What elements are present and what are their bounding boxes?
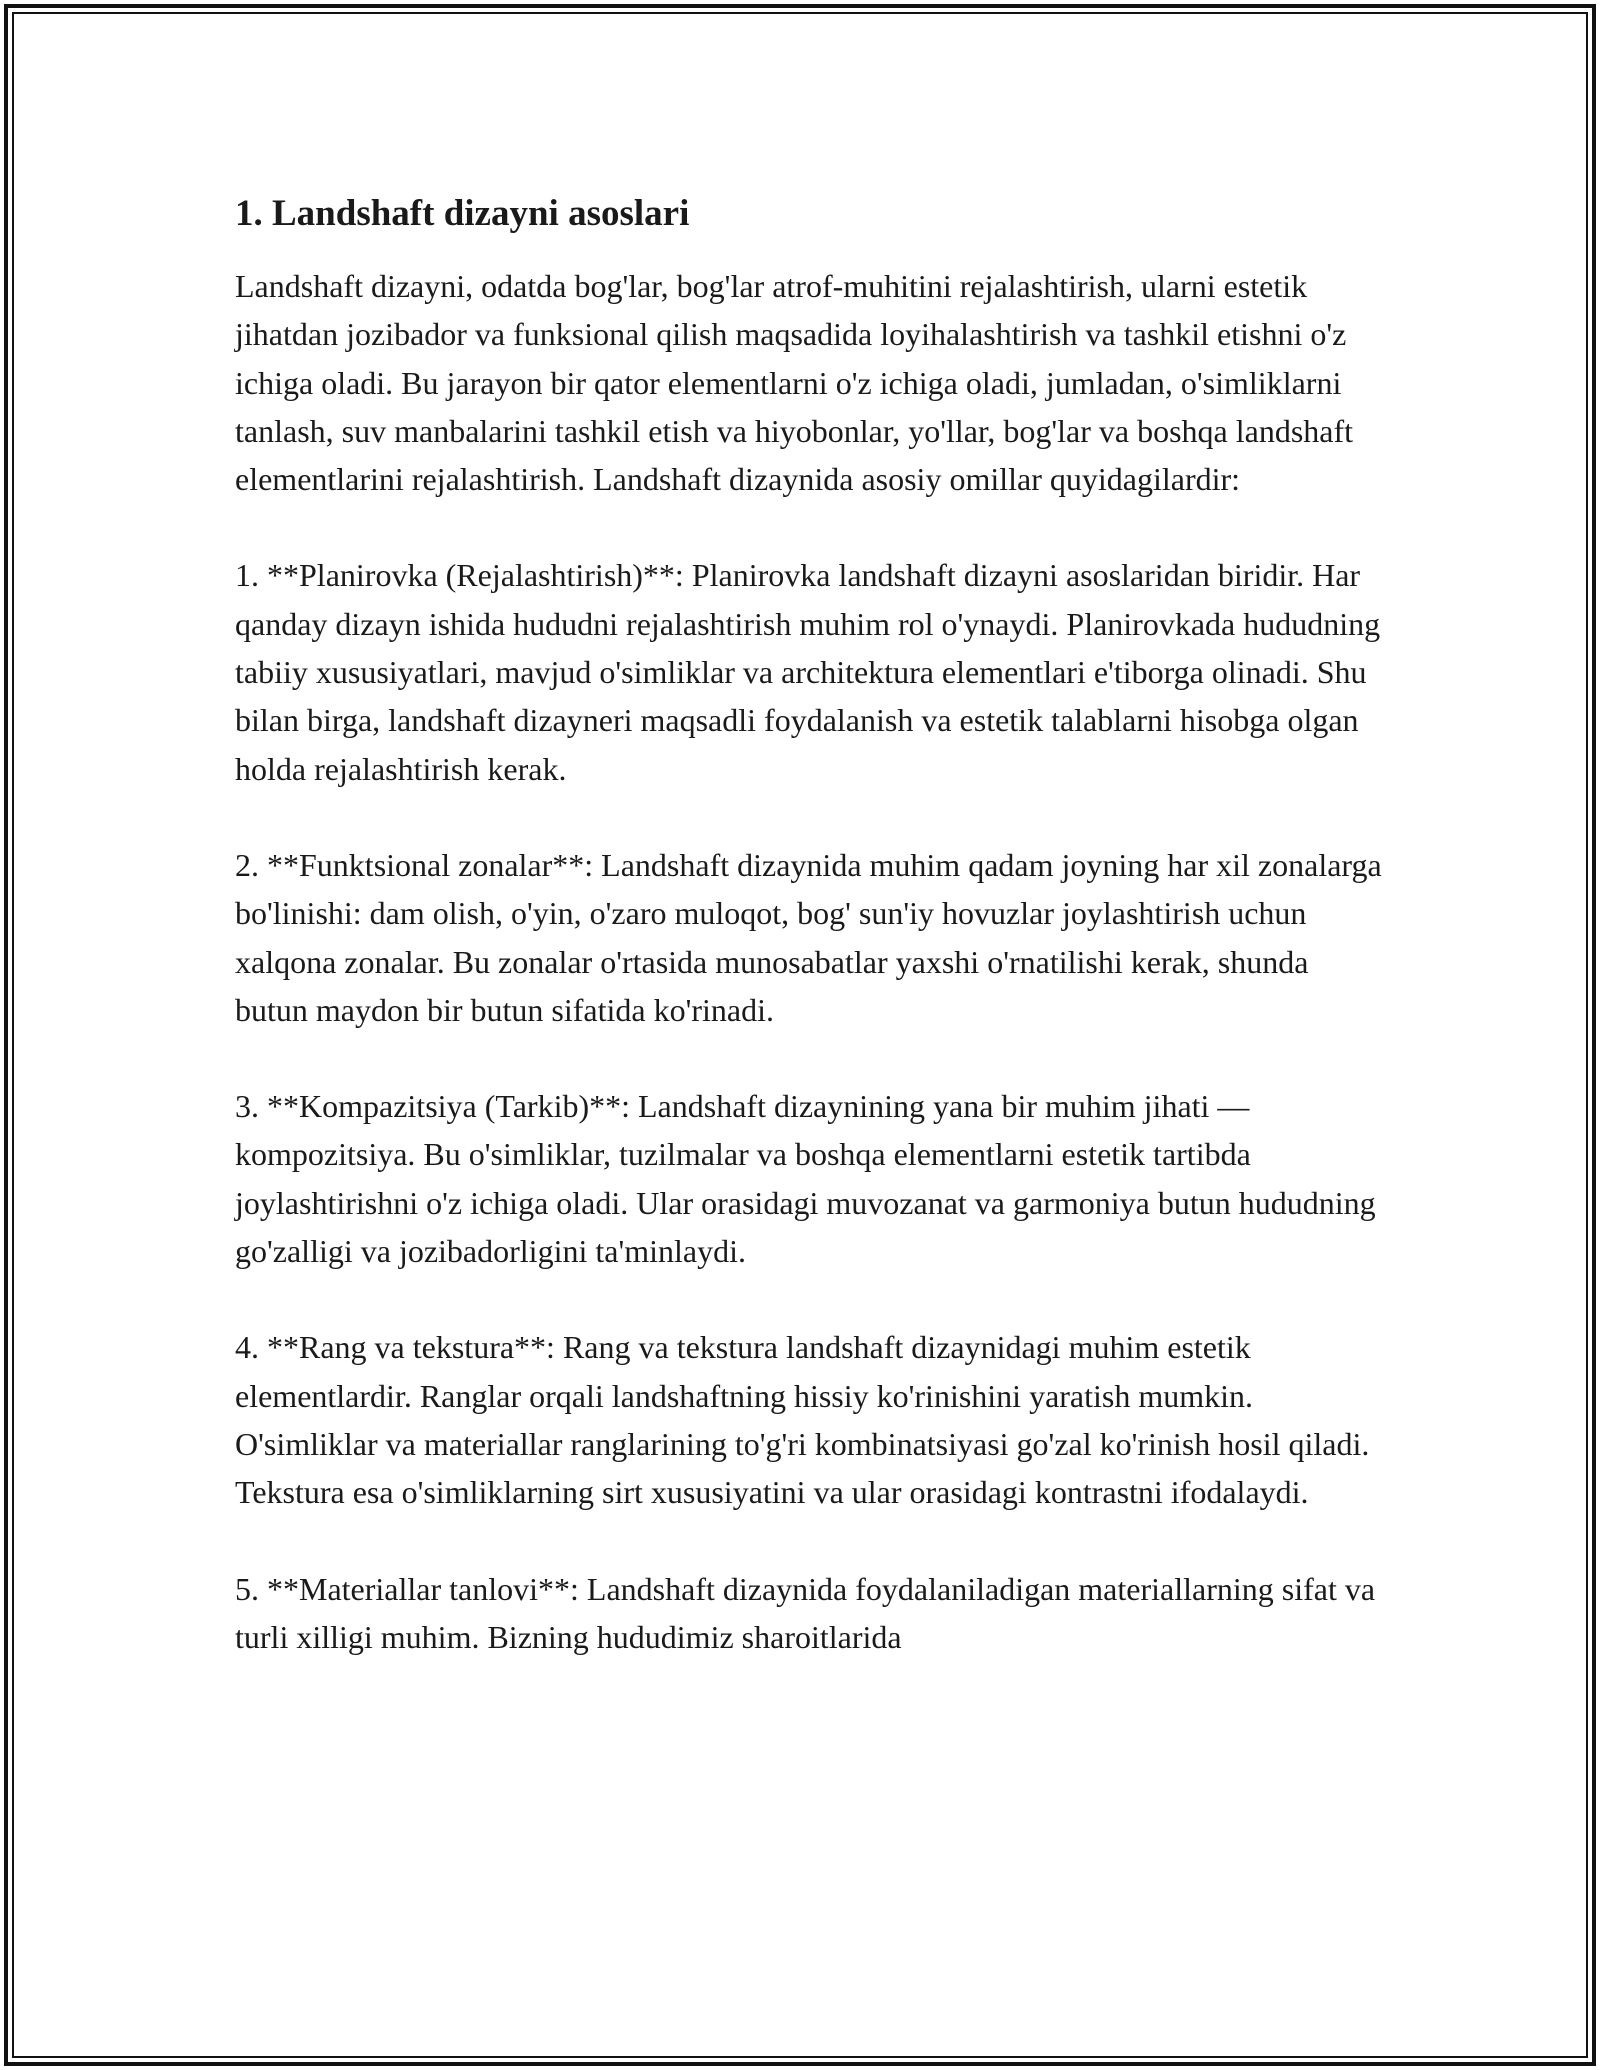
item-rang-va-tekstura: 4. **Rang va tekstura**: Rang va tekstura landshaft dizaynidagi muhim estetik elementlardir. Ranglar orqali landshaftning hissiy ko'rinishini yaratish mumkin. O'simliklar va materiallar ranglarining to'g'ri kombinatsiyasi go'zal ko'rinish hosil qiladi. Tekstura esa o'simliklarning sirt xususiyatini va ular orasidagi kontrastni ifodalaydi. <box>235 1329 1370 1511</box>
document-body <box>235 186 1385 1709</box>
item-kompazitsiya: 3. **Kompazitsiya (Tarkib)**: Landshaft dizaynining yana bir muhim jihati — kompozitsiya. Bu o'simliklar, tuzilmalar va boshqa elementlarni estetik tartibda joylashtirishni o'z ichiga oladi. Ular orasidagi muvozanat va garmoniya butun hududning go'zalligi va jozibadorligini ta'minlaydi. <box>235 1088 1376 1270</box>
item-materiallar-tanlovi: 5. **Materiallar tanlovi**: Landshaft dizaynida foydalaniladigan materiallarning sifat va turli xilligi muhim. Bizning hududimiz sharoitlarida <box>235 1570 1376 1655</box>
intro-paragraph: Landshaft dizayni, odatda bog'lar, bog'lar atrof-muhitini rejalashtirish, ularni estetik jihatdan jozibador va funksional qilish maqsadida loyihalashtirish va tashkil etishni o'z ichiga oladi. Bu jarayon bir qator elementlarni o'z ichiga oladi, jumladan, o'simliklarni tanlash, suv manbalarini tashkil etish va hiyobonlar, yo'llar, bog'lar va boshqa landshaft elementlarini rejalashtirish. Landshaft dizaynida asosiy omillar quyidagilardir: <box>235 268 1354 498</box>
section-heading: 1. Landshaft dizayni asoslari <box>235 193 690 234</box>
item-planirovka: 1. **Planirovka (Rejalashtirish)**: Planirovka landshaft dizayni asoslaridan biridir. Har qanday dizayn ishida hududni rejalashtirish muhim rol o'ynaydi. Planirovkada hududning tabiiy xususiyatlari, mavjud o'simliklar va architektura elementlari e'tiborga olinadi. Shu bilan birga, landshaft dizayneri maqsadli foydalanish va estetik talablarni hisobga olgan holda rejalashtirish kerak. <box>235 557 1381 787</box>
item-funktsional-zonalar: 2. **Funktsional zonalar**: Landshaft dizaynida muhim qadam joyning har xil zonalarga bo'linishi: dam olish, o'yin, o'zaro muloqot, bog' sun'iy hovuzlar joylashtirish uchun xalqona zonalar. Bu zonalar o'rtasida munosabatlar yaxshi o'rnatilishi kerak, shunda butun maydon bir butun sifatida ko'rinadi. <box>235 846 1382 1028</box>
